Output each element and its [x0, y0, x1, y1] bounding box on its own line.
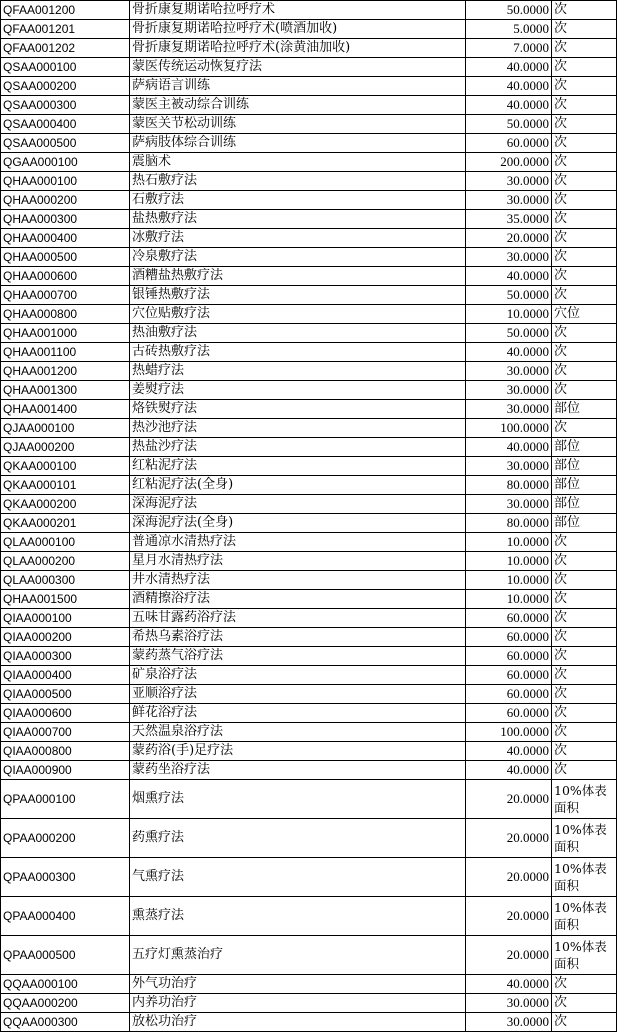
- item-code-cell: QHAA001000: [1, 324, 130, 343]
- item-unit-cell: 次: [552, 723, 617, 742]
- item-name-cell: 内养功治疗: [130, 994, 466, 1013]
- item-code-cell: QPAA000500: [1, 936, 130, 975]
- item-code-cell: QSAA000100: [1, 58, 130, 77]
- item-price-cell: 30.0000: [466, 362, 552, 381]
- table-row: [1, 419, 617, 438]
- item-unit-cell: 部位: [552, 514, 617, 533]
- item-name-cell: 熏蒸疗法: [130, 897, 466, 936]
- item-name-cell: 蒙医关节松动训练: [130, 115, 466, 134]
- table-row: [1, 994, 617, 1013]
- item-price-cell: 7.0000: [466, 39, 552, 58]
- item-unit-cell: 次: [552, 419, 617, 438]
- item-unit-cell: 次: [552, 210, 617, 229]
- table-row: [1, 229, 617, 248]
- item-price-cell: 30.0000: [466, 994, 552, 1013]
- table-row: [1, 210, 617, 229]
- item-code-cell: QLAA000200: [1, 552, 130, 571]
- table-row: [1, 286, 617, 305]
- table-row: [1, 153, 617, 172]
- table-row: [1, 362, 617, 381]
- item-code-cell: QHAA001500: [1, 590, 130, 609]
- item-name-cell: 深海泥疗法(全身): [130, 514, 466, 533]
- item-code-cell: QSAA000400: [1, 115, 130, 134]
- item-price-cell: 80.0000: [466, 476, 552, 495]
- item-price-cell: 30.0000: [466, 248, 552, 267]
- table-row: [1, 191, 617, 210]
- item-price-cell: 10.0000: [466, 571, 552, 590]
- item-unit-cell: 次: [552, 666, 617, 685]
- item-name-cell: 热石敷疗法: [130, 172, 466, 191]
- table-row: [1, 20, 617, 39]
- item-price-cell: 20.0000: [466, 858, 552, 897]
- item-unit-cell: 部位: [552, 457, 617, 476]
- item-unit-cell: 次: [552, 533, 617, 552]
- item-name-cell: 放松功治疗: [130, 1013, 466, 1032]
- item-price-cell: 60.0000: [466, 647, 552, 666]
- item-code-cell: QSAA000300: [1, 96, 130, 115]
- table-row: [1, 39, 617, 58]
- table-row: [1, 571, 617, 590]
- item-price-cell: 35.0000: [466, 210, 552, 229]
- item-name-cell: 烙铁熨疗法: [130, 400, 466, 419]
- table-row: [1, 1, 617, 20]
- item-unit-cell: 次: [552, 267, 617, 286]
- item-code-cell: QJAA000200: [1, 438, 130, 457]
- item-name-cell: 五味甘露药浴疗法: [130, 609, 466, 628]
- item-price-cell: 30.0000: [466, 191, 552, 210]
- item-unit-cell: 次: [552, 994, 617, 1013]
- item-name-cell: 矿泉浴疗法: [130, 666, 466, 685]
- item-price-cell: 50.0000: [466, 324, 552, 343]
- item-code-cell: QKAA000100: [1, 457, 130, 476]
- table-row: [1, 381, 617, 400]
- fee-schedule-body: [1, 1, 617, 1032]
- table-row: [1, 172, 617, 191]
- item-price-cell: 30.0000: [466, 400, 552, 419]
- item-unit-cell: 10%体表面积: [552, 936, 617, 975]
- item-code-cell: QLAA000300: [1, 571, 130, 590]
- item-unit-cell: 部位: [552, 495, 617, 514]
- item-name-cell: 药熏疗法: [130, 819, 466, 858]
- item-code-cell: QFAA001202: [1, 39, 130, 58]
- table-row: [1, 77, 617, 96]
- item-name-cell: 酒糟盐热敷疗法: [130, 267, 466, 286]
- item-unit-cell: 穴位: [552, 305, 617, 324]
- item-price-cell: 50.0000: [466, 286, 552, 305]
- item-unit-cell: 次: [552, 134, 617, 153]
- table-row: [1, 936, 617, 975]
- item-price-cell: 60.0000: [466, 666, 552, 685]
- item-name-cell: 井水清热疗法: [130, 571, 466, 590]
- item-code-cell: QFAA001201: [1, 20, 130, 39]
- item-name-cell: 蒙药蒸气浴疗法: [130, 647, 466, 666]
- item-name-cell: 五疗灯熏蒸治疗: [130, 936, 466, 975]
- table-row: [1, 248, 617, 267]
- item-unit-cell: 10%体表面积: [552, 780, 617, 819]
- item-price-cell: 5.0000: [466, 20, 552, 39]
- item-name-cell: 普通凉水清热疗法: [130, 533, 466, 552]
- item-price-cell: 10.0000: [466, 552, 552, 571]
- item-code-cell: QIAA000100: [1, 609, 130, 628]
- item-price-cell: 20.0000: [466, 229, 552, 248]
- table-row: [1, 58, 617, 77]
- item-price-cell: 10.0000: [466, 305, 552, 324]
- item-unit-cell: 部位: [552, 400, 617, 419]
- item-code-cell: QIAA000200: [1, 628, 130, 647]
- item-unit-cell: 次: [552, 1, 617, 20]
- table-row: [1, 96, 617, 115]
- item-code-cell: QIAA000900: [1, 761, 130, 780]
- item-price-cell: 60.0000: [466, 704, 552, 723]
- item-unit-cell: 部位: [552, 438, 617, 457]
- item-code-cell: QKAA000101: [1, 476, 130, 495]
- item-price-cell: 40.0000: [466, 742, 552, 761]
- item-code-cell: QHAA000200: [1, 191, 130, 210]
- item-unit-cell: 次: [552, 647, 617, 666]
- table-row: [1, 343, 617, 362]
- item-unit-cell: 次: [552, 975, 617, 994]
- item-price-cell: 100.0000: [466, 723, 552, 742]
- item-unit-cell: 次: [552, 628, 617, 647]
- item-unit-cell: 次: [552, 248, 617, 267]
- item-name-cell: 蒙药坐浴疗法: [130, 761, 466, 780]
- item-code-cell: QHAA001300: [1, 381, 130, 400]
- item-code-cell: QIAA000600: [1, 704, 130, 723]
- item-name-cell: 骨折康复期诺哈拉呼疗术(喷酒加收): [130, 20, 466, 39]
- table-row: [1, 761, 617, 780]
- item-name-cell: 骨折康复期诺哈拉呼疗术: [130, 1, 466, 20]
- item-code-cell: QPAA000200: [1, 819, 130, 858]
- item-name-cell: 穴位贴敷疗法: [130, 305, 466, 324]
- table-row: [1, 533, 617, 552]
- item-unit-cell: 次: [552, 362, 617, 381]
- item-code-cell: QHAA000100: [1, 172, 130, 191]
- item-price-cell: 10.0000: [466, 590, 552, 609]
- item-name-cell: 萨病肢体综合训练: [130, 134, 466, 153]
- item-price-cell: 60.0000: [466, 609, 552, 628]
- item-name-cell: 骨折康复期诺哈拉呼疗术(涂黄油加收): [130, 39, 466, 58]
- item-code-cell: QHAA000400: [1, 229, 130, 248]
- item-price-cell: 40.0000: [466, 343, 552, 362]
- item-price-cell: 20.0000: [466, 819, 552, 858]
- item-unit-cell: 次: [552, 609, 617, 628]
- item-name-cell: 酒精擦浴疗法: [130, 590, 466, 609]
- item-price-cell: 40.0000: [466, 438, 552, 457]
- item-code-cell: QPAA000400: [1, 897, 130, 936]
- item-price-cell: 60.0000: [466, 685, 552, 704]
- table-row: [1, 324, 617, 343]
- item-code-cell: QPAA000300: [1, 858, 130, 897]
- item-name-cell: 石敷疗法: [130, 191, 466, 210]
- item-price-cell: 50.0000: [466, 1, 552, 20]
- item-price-cell: 40.0000: [466, 58, 552, 77]
- item-unit-cell: 次: [552, 742, 617, 761]
- table-row: [1, 495, 617, 514]
- item-price-cell: 60.0000: [466, 134, 552, 153]
- item-code-cell: QHAA000800: [1, 305, 130, 324]
- item-unit-cell: 次: [552, 685, 617, 704]
- item-name-cell: 冷泉敷疗法: [130, 248, 466, 267]
- item-unit-cell: 次: [552, 286, 617, 305]
- item-unit-cell: 次: [552, 1013, 617, 1032]
- item-price-cell: 50.0000: [466, 115, 552, 134]
- item-name-cell: 蒙药浴(手)足疗法: [130, 742, 466, 761]
- item-price-cell: 40.0000: [466, 267, 552, 286]
- item-price-cell: 30.0000: [466, 381, 552, 400]
- item-name-cell: 天然温泉浴疗法: [130, 723, 466, 742]
- item-name-cell: 热油敷疗法: [130, 324, 466, 343]
- item-unit-cell: 10%体表面积: [552, 858, 617, 897]
- item-name-cell: 热蜡疗法: [130, 362, 466, 381]
- table-row: [1, 590, 617, 609]
- table-row: [1, 305, 617, 324]
- item-code-cell: QIAA000400: [1, 666, 130, 685]
- item-code-cell: QHAA000600: [1, 267, 130, 286]
- item-code-cell: QHAA001100: [1, 343, 130, 362]
- table-row: [1, 975, 617, 994]
- table-row: [1, 134, 617, 153]
- item-unit-cell: 10%体表面积: [552, 819, 617, 858]
- item-price-cell: 100.0000: [466, 419, 552, 438]
- item-unit-cell: 次: [552, 115, 617, 134]
- item-unit-cell: 次: [552, 381, 617, 400]
- table-row: [1, 438, 617, 457]
- item-name-cell: 深海泥疗法: [130, 495, 466, 514]
- item-code-cell: QHAA000300: [1, 210, 130, 229]
- item-name-cell: 气熏疗法: [130, 858, 466, 897]
- table-row: [1, 819, 617, 858]
- item-code-cell: QHAA000500: [1, 248, 130, 267]
- table-row: [1, 685, 617, 704]
- item-unit-cell: 次: [552, 571, 617, 590]
- item-name-cell: 古砖热敷疗法: [130, 343, 466, 362]
- item-code-cell: QHAA000700: [1, 286, 130, 305]
- item-name-cell: 盐热敷疗法: [130, 210, 466, 229]
- item-code-cell: QSAA000500: [1, 134, 130, 153]
- item-unit-cell: 次: [552, 552, 617, 571]
- table-row: [1, 267, 617, 286]
- item-unit-cell: 次: [552, 77, 617, 96]
- item-code-cell: QPAA000100: [1, 780, 130, 819]
- table-row: [1, 115, 617, 134]
- item-name-cell: 鲜花浴疗法: [130, 704, 466, 723]
- item-unit-cell: 次: [552, 191, 617, 210]
- item-unit-cell: 次: [552, 343, 617, 362]
- item-unit-cell: 次: [552, 172, 617, 191]
- table-row: [1, 476, 617, 495]
- item-code-cell: QHAA001200: [1, 362, 130, 381]
- item-price-cell: 20.0000: [466, 936, 552, 975]
- item-code-cell: QJAA000100: [1, 419, 130, 438]
- table-row: [1, 704, 617, 723]
- item-name-cell: 星月水清热疗法: [130, 552, 466, 571]
- item-name-cell: 热沙池疗法: [130, 419, 466, 438]
- table-row: [1, 514, 617, 533]
- item-code-cell: QIAA000300: [1, 647, 130, 666]
- item-unit-cell: 次: [552, 324, 617, 343]
- item-unit-cell: 次: [552, 704, 617, 723]
- item-code-cell: QKAA000201: [1, 514, 130, 533]
- item-price-cell: 40.0000: [466, 761, 552, 780]
- item-name-cell: 希热乌素浴疗法: [130, 628, 466, 647]
- item-price-cell: 30.0000: [466, 1013, 552, 1032]
- table-row: [1, 742, 617, 761]
- item-code-cell: QIAA000500: [1, 685, 130, 704]
- item-name-cell: 震脑术: [130, 153, 466, 172]
- item-unit-cell: 次: [552, 229, 617, 248]
- item-code-cell: QQAA000100: [1, 975, 130, 994]
- table-row: [1, 647, 617, 666]
- item-unit-cell: 次: [552, 96, 617, 115]
- item-name-cell: 红粘泥疗法: [130, 457, 466, 476]
- table-row: [1, 858, 617, 897]
- item-unit-cell: 次: [552, 39, 617, 58]
- item-unit-cell: 次: [552, 761, 617, 780]
- table-row: [1, 1013, 617, 1032]
- item-name-cell: 烟熏疗法: [130, 780, 466, 819]
- item-code-cell: QGAA000100: [1, 153, 130, 172]
- item-code-cell: QKAA000200: [1, 495, 130, 514]
- table-row: [1, 780, 617, 819]
- item-price-cell: 40.0000: [466, 96, 552, 115]
- table-row: [1, 666, 617, 685]
- table-row: [1, 628, 617, 647]
- item-name-cell: 银锤热敷疗法: [130, 286, 466, 305]
- item-name-cell: 萨病语言训练: [130, 77, 466, 96]
- table-row: [1, 897, 617, 936]
- item-price-cell: 20.0000: [466, 780, 552, 819]
- item-name-cell: 外气功治疗: [130, 975, 466, 994]
- table-row: [1, 400, 617, 419]
- item-name-cell: 红粘泥疗法(全身): [130, 476, 466, 495]
- item-unit-cell: 次: [552, 20, 617, 39]
- item-name-cell: 冰敷疗法: [130, 229, 466, 248]
- table-row: [1, 609, 617, 628]
- item-code-cell: QIAA000700: [1, 723, 130, 742]
- item-code-cell: QQAA000300: [1, 1013, 130, 1032]
- item-price-cell: 30.0000: [466, 457, 552, 476]
- item-price-cell: 40.0000: [466, 975, 552, 994]
- item-price-cell: 30.0000: [466, 495, 552, 514]
- item-name-cell: 蒙医传统运动恢复疗法: [130, 58, 466, 77]
- item-name-cell: 亚顺浴疗法: [130, 685, 466, 704]
- item-code-cell: QLAA000100: [1, 533, 130, 552]
- table-row: [1, 552, 617, 571]
- item-price-cell: 30.0000: [466, 172, 552, 191]
- item-price-cell: 20.0000: [466, 897, 552, 936]
- item-name-cell: 蒙医主被动综合训练: [130, 96, 466, 115]
- table-row: [1, 723, 617, 742]
- item-code-cell: QIAA000800: [1, 742, 130, 761]
- item-name-cell: 热盐沙疗法: [130, 438, 466, 457]
- item-unit-cell: 次: [552, 590, 617, 609]
- item-price-cell: 200.0000: [466, 153, 552, 172]
- item-unit-cell: 10%体表面积: [552, 897, 617, 936]
- item-price-cell: 60.0000: [466, 628, 552, 647]
- item-code-cell: QHAA001400: [1, 400, 130, 419]
- item-code-cell: QQAA000200: [1, 994, 130, 1013]
- item-unit-cell: 次: [552, 58, 617, 77]
- item-name-cell: 姜熨疗法: [130, 381, 466, 400]
- table-row: [1, 457, 617, 476]
- item-unit-cell: 次: [552, 153, 617, 172]
- item-price-cell: 80.0000: [466, 514, 552, 533]
- item-unit-cell: 部位: [552, 476, 617, 495]
- item-code-cell: QFAA001200: [1, 1, 130, 20]
- item-price-cell: 40.0000: [466, 77, 552, 96]
- item-code-cell: QSAA000200: [1, 77, 130, 96]
- item-price-cell: 10.0000: [466, 533, 552, 552]
